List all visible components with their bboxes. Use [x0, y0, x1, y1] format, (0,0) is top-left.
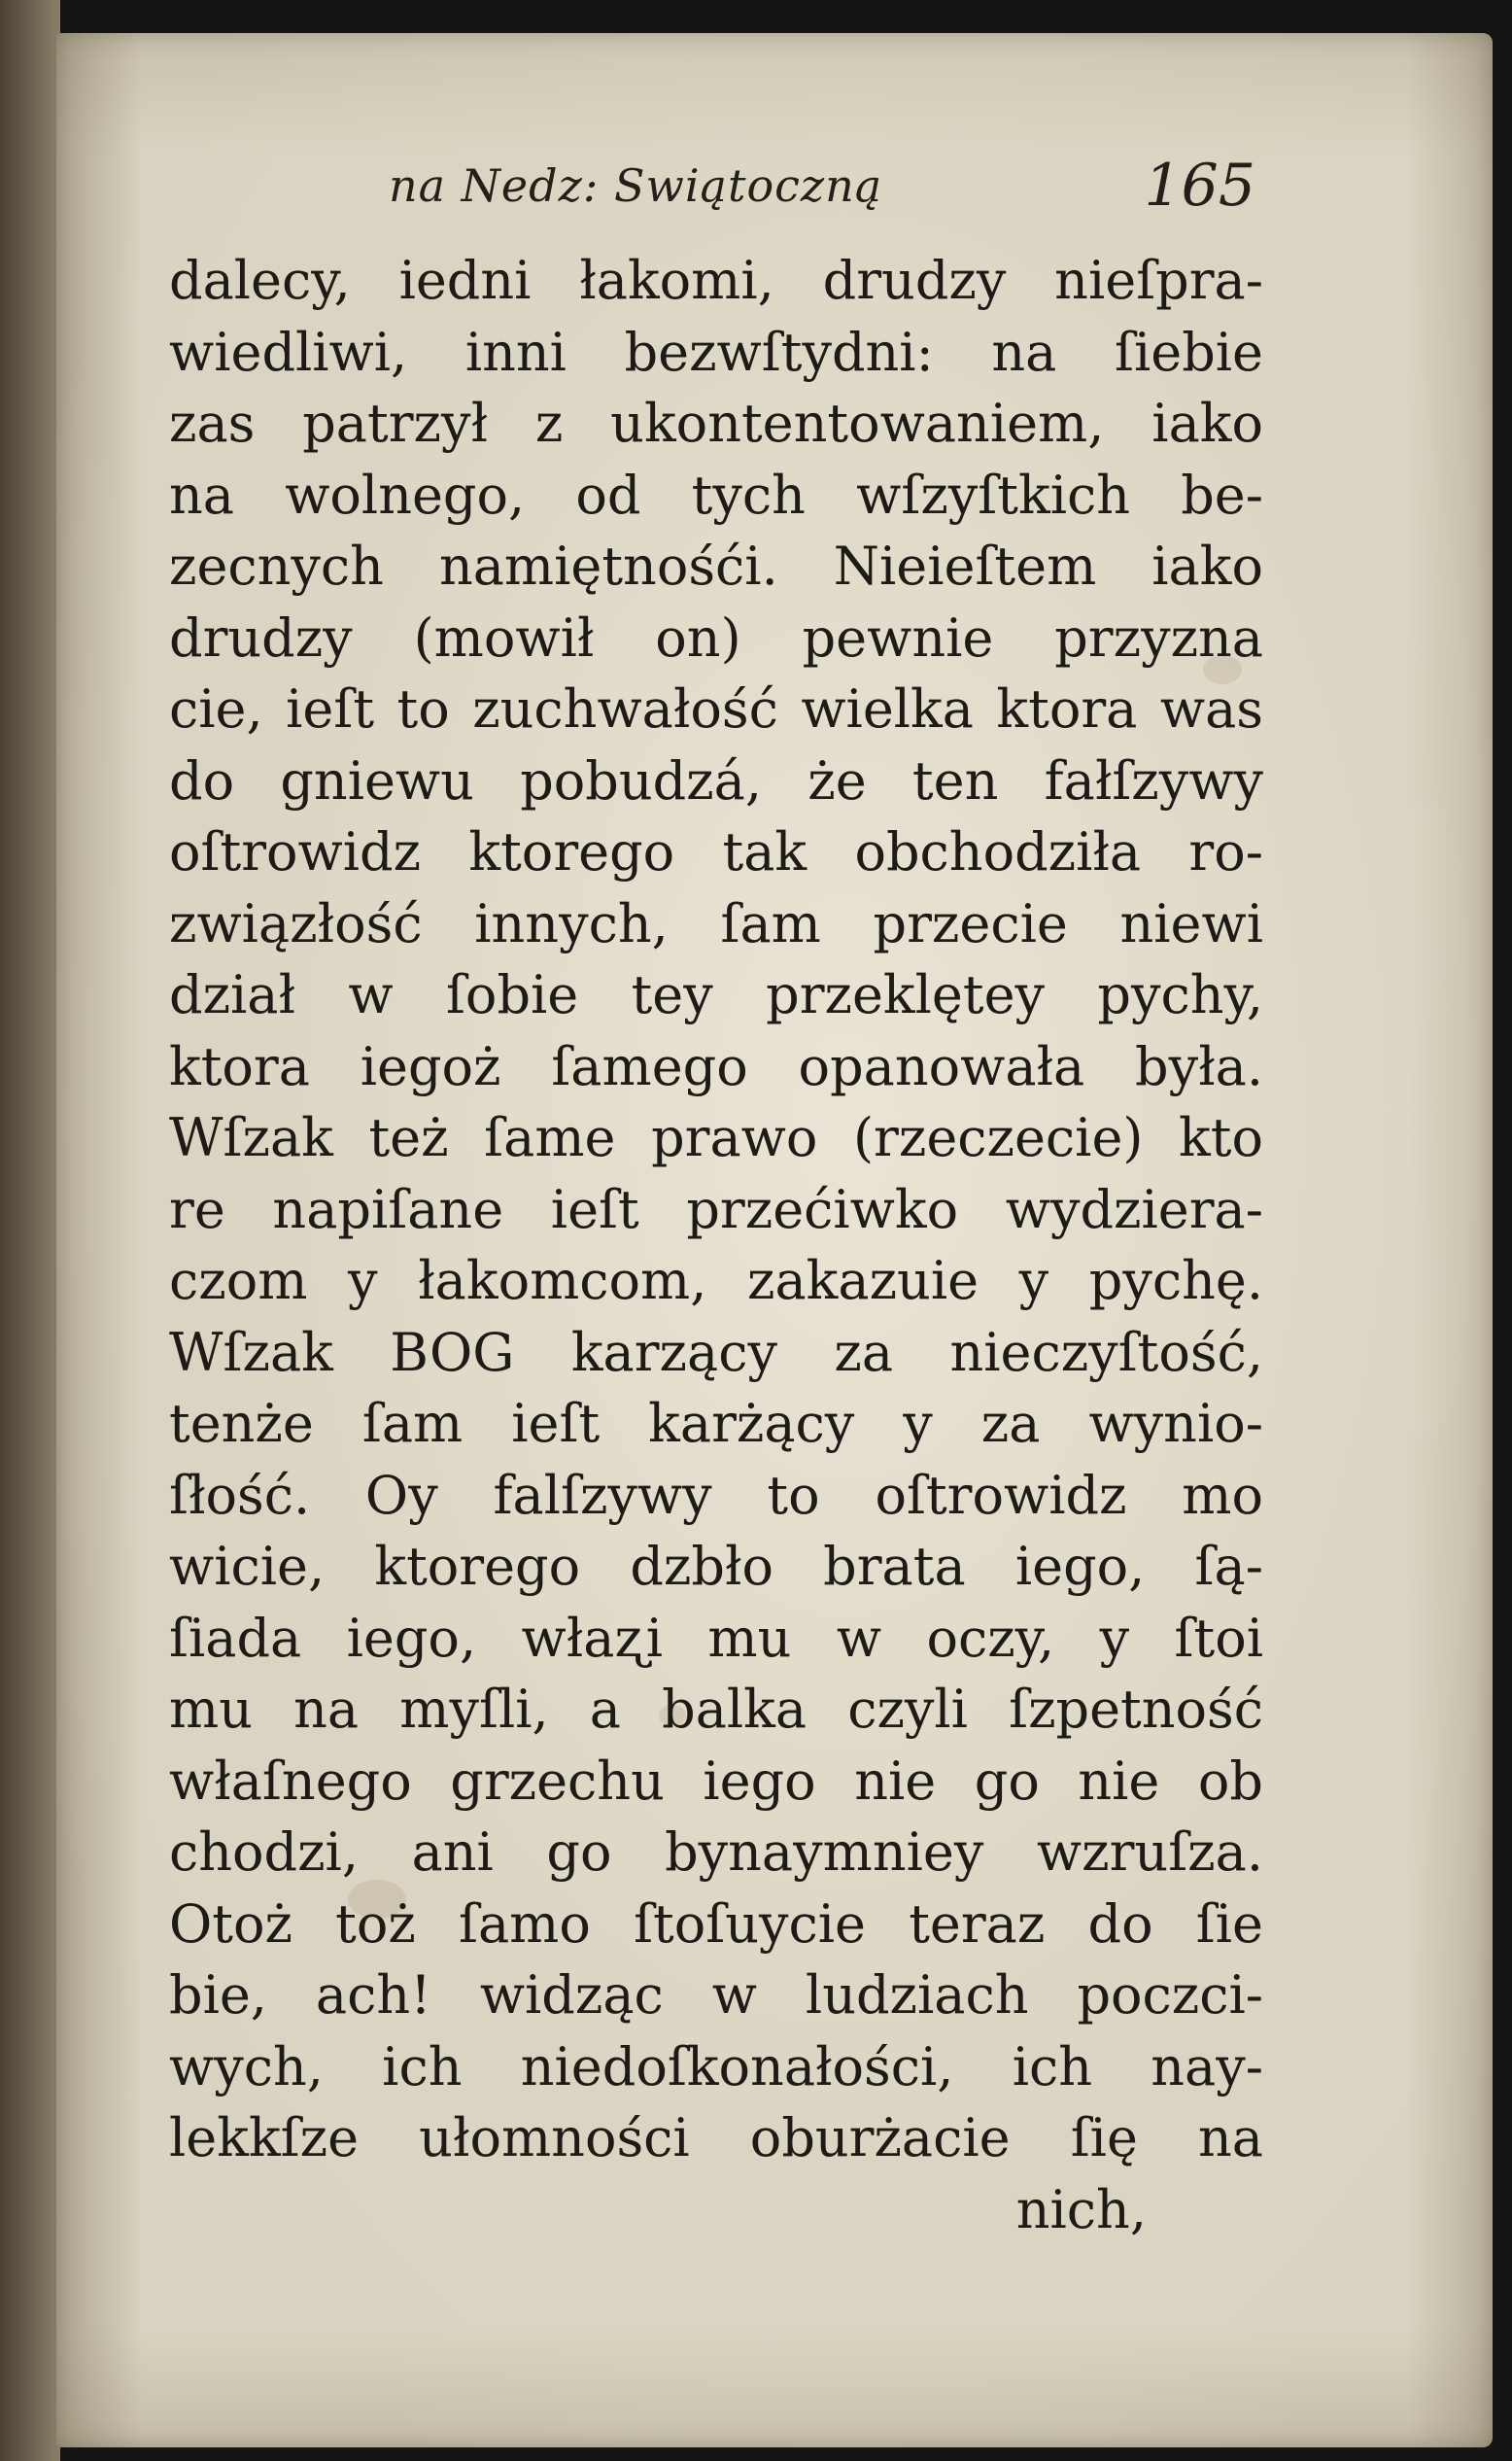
running-head — [389, 148, 1263, 235]
text-line: dział w ſobie tey przeklętey pychy, — [169, 964, 1263, 1025]
text-line: czom y łakomcom, zakazuie y pychę. — [169, 1250, 1263, 1311]
text-line: zecnych namiętnośći. Nieieſtem iako — [169, 536, 1263, 597]
text-line: mu na myſli, a balka czyli ſzpetność — [169, 1679, 1263, 1740]
text-line: ſłość. Oy falſzywy to oſtrowidz mo — [169, 1464, 1263, 1526]
text-line: ktora iegoż ſamego opanowała była. — [169, 1035, 1263, 1097]
text-line: tenże ſam ieſt karżący y za wynio- — [169, 1393, 1263, 1454]
text-line: właſnego grzechu iego nie go nie ob — [169, 1750, 1263, 1812]
text-line: Otoż toż ſamo ſtoſuycie teraz do ſie — [169, 1892, 1263, 1955]
text-line: Wſzak BOG karzący za nieczyſtość, — [169, 1321, 1263, 1383]
text-line: dalecy, iedni łakomi, drudzy nieſpra- — [169, 250, 1263, 311]
text-line: bie, ach! widząc w ludziach poczci- — [169, 1964, 1263, 2026]
text-line: wicie, ktorego dzbło brata iego, ſą- — [169, 1536, 1263, 1597]
running-head-title: na Nedz: Swiątoczną — [389, 159, 883, 212]
book-gutter — [0, 0, 60, 2461]
text-line: re napiſane ieſt przećiwko wydziera- — [169, 1178, 1263, 1240]
text-line: do gniewu pobudzá, że ten fałſzywy — [169, 749, 1263, 812]
text-line: Wſzak też ſame prawo (rzeczecie) kto — [169, 1107, 1263, 1168]
body-text — [169, 245, 1263, 2245]
text-line: drudzy (mowił on) pewnie przyzna — [169, 607, 1263, 669]
text-line: związłość innych, ſam przecie niewi — [169, 892, 1263, 954]
text-line: wiedliwi, inni bezwſtydni: na ſiebie — [169, 321, 1263, 383]
text-line: nich, — [1015, 2178, 1147, 2240]
text-line: na wolnego, od tych wſzyſtkich be- — [169, 464, 1263, 526]
text-line: oſtrowidz ktorego tak obchodziła ro- — [169, 821, 1263, 883]
text-line: chodzi, ani go bynaymniey wzruſza. — [169, 1821, 1263, 1883]
text-line: wych, ich niedoſkonałości, ich nay- — [169, 2035, 1263, 2097]
text-line: lekkſze ułomności oburżacie ſię na — [169, 2107, 1263, 2168]
text-line: cie, ieſt to zuchwałość wielka ktora was — [169, 678, 1263, 740]
page-number: 165 — [1144, 152, 1255, 220]
text-line: ſiada iego, właʐi mu w oczy, y ſtoi — [169, 1607, 1263, 1669]
text-line: zas patrzył z ukontentowaniem, iako — [169, 393, 1263, 454]
